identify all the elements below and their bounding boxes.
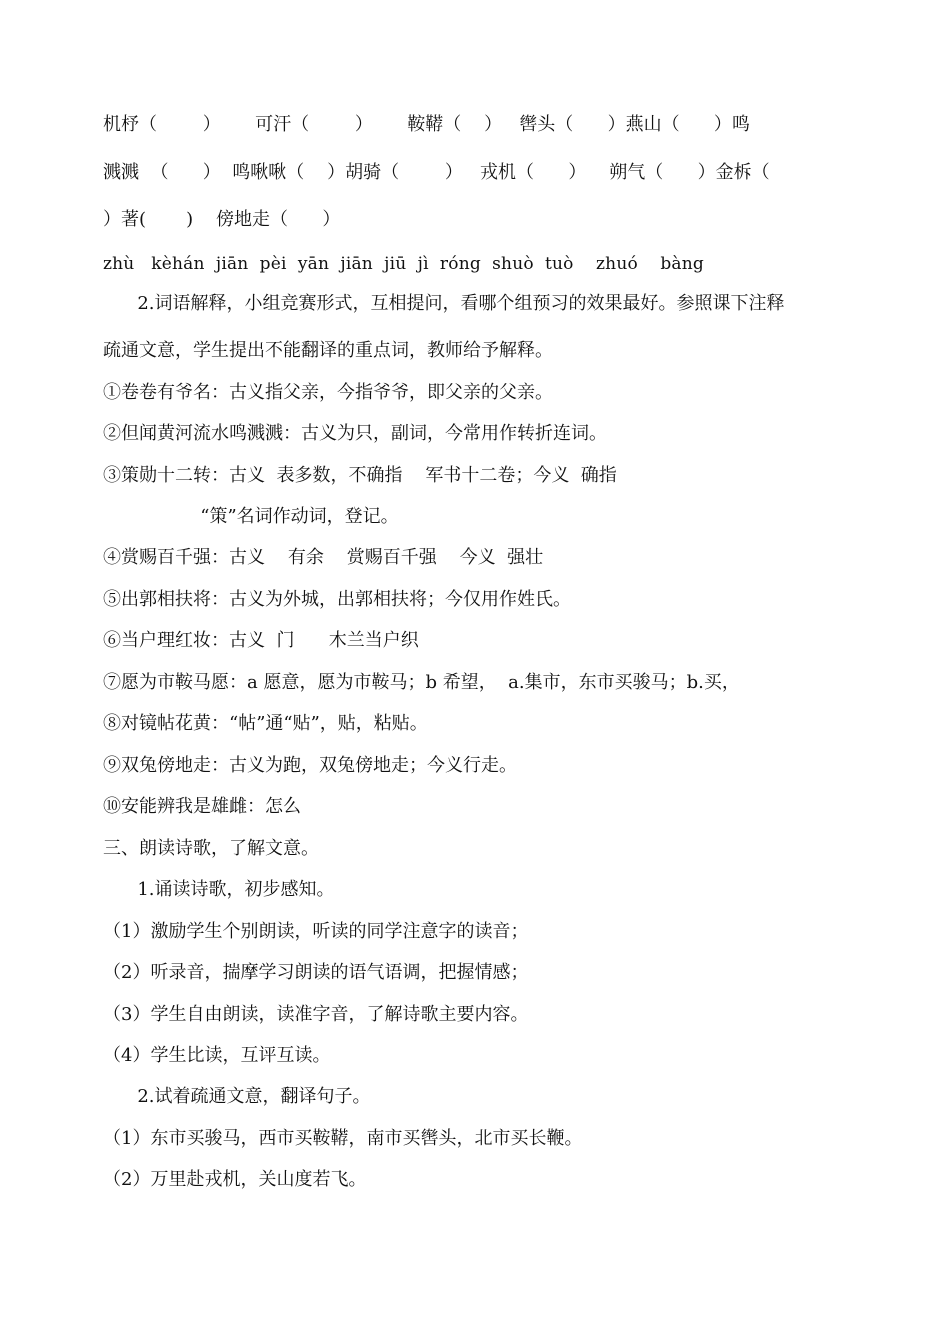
translation-item-2: （2）万里赴戎机，关山度若飞。 [103,1169,367,1190]
word-note-4: ④赏赐百千强：古义 有余 赏赐百千强 今义 强壮 [103,547,544,568]
word-note-5: ⑤出郭相扶将：古义为外城，出郭相扶将；今仅用作姓氏。 [103,589,571,610]
word-note-10: ⑩安能辨我是雄雌：怎么 [103,796,301,817]
vocab-line-2: 溅溅 （ ） 鸣啾啾（ ）胡骑（ ） 戎机（ ） 朔气（ ）金柝（ [103,162,770,183]
word-note-2: ②但闻黄河流水鸣溅溅：古义为只，副词，今常用作转折连词。 [103,423,607,444]
word-note-3: ③策勋十二转：古义 表多数，不确指 军书十二卷；今义 确指 [103,465,617,486]
subsection-2-heading: 2.试着疏通文意，翻译句子。 [103,1086,371,1107]
pinyin-answers: zhù kèhán jiān pèi yān jiān jiū jì róng shuò tuò zhuó bàng [103,254,704,274]
word-note-6: ⑥当户理红妆：古义 门 木兰当户织 [103,630,419,651]
word-note-1: ①卷卷有爷名：古义指父亲，今指爷爷，即父亲的父亲。 [103,382,553,403]
word-note-8: ⑧对镜帖花黄：“帖”通“贴”，贴，粘贴。 [103,713,428,734]
section-2-intro: 2.词语解释，小组竞赛形式，互相提问，看哪个组预习的效果最好。参照课下注释 [103,293,785,314]
reading-step-2: （2）听录音，揣摩学习朗读的语气语调，把握情感； [103,962,529,983]
vocab-line-1: 机杼（ ） 可汗（ ） 鞍鞯（ ） 辔头（ ）燕山（ ）鸣 [103,114,750,135]
translation-item-1: （1）东市买骏马，西市买鞍鞯，南市买辔头，北市买长鞭。 [103,1128,583,1149]
section-3-heading: 三、朗读诗歌，了解文意。 [103,838,319,859]
reading-step-3: （3）学生自由朗读，读准字音，了解诗歌主要内容。 [103,1004,529,1025]
reading-step-1: （1）激励学生个别朗读，听读的同学注意字的读音； [103,921,529,942]
vocab-line-3: ）著( ) 傍地走（ ） [103,209,341,230]
subsection-1-heading: 1.诵读诗歌，初步感知。 [103,879,335,900]
word-note-3-cont: “策”名词作动词，登记。 [103,506,399,527]
section-2-intro-cont: 疏通文意，学生提出不能翻译的重点词，教师给予解释。 [103,340,553,361]
reading-step-4: （4）学生比读，互评互读。 [103,1045,331,1066]
word-note-7: ⑦愿为市鞍马愿：a 愿意，愿为市鞍马；b 希望， a.集市，东市买骏马；b.买， [103,672,740,693]
word-note-9: ⑨双兔傍地走：古义为跑，双兔傍地走；今义行走。 [103,755,517,776]
